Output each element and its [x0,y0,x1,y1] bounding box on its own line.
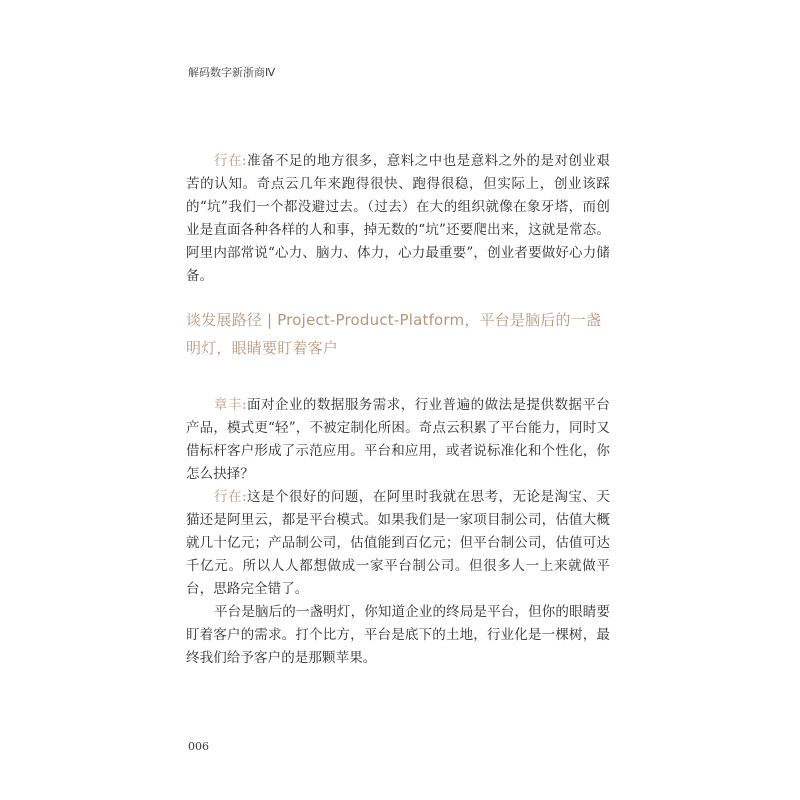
speaker-label: 行在: [214,153,247,169]
paragraph-text: 这是个很好的问题，在阿里时我就在思考，无论是淘宝、天猫还是阿里云，都是平台模式。如果我们是一家项目制公司，估值大概就几十亿元；产品制公司，估值能到百亿元；但平台制公司，估值可达千亿元。所以人人都想做成一家平台制公司。但很多人一上来就做平台，思路完全错了。 [186,489,610,597]
section-heading: 谈发展路径 | Project-Product-Platform，平台是脑后的一盏明灯，眼睛要盯着客户 [186,311,602,357]
paragraph-3 [186,486,610,601]
page-content [186,150,610,670]
running-header: 解码数字新浙商Ⅳ [188,66,276,79]
speaker-label: 行在: [214,489,247,505]
paragraph-text: 面对企业的数据服务需求，行业普遍的做法是提供数据平台产品，模式更“轻”，不被定制化所困。奇点云积累了平台能力，同时又借标杆客户形成了示范应用。平台和应用，或者说标准化和个性化，你怎么抉择？ [186,397,610,482]
paragraph-2 [186,394,610,486]
speaker-label: 章丰: [214,397,247,413]
paragraph-text: 准备不足的地方很多，意料之中也是意料之外的是对创业艰苦的认知。奇点云几年来跑得很快、跑得很稳，但实际上，创业该踩的“坑”我们一个都没避过去。（过去）在大的组织就像在象牙塔，而创业是直面各种各样的人和事，掉无数的“坑”还要爬出来，这就是常态。阿里内部常说“心力、脑力、体力，心力最重要”，创业者要做好心力储备。 [186,153,610,284]
paragraph-1 [186,150,610,288]
paragraph-4 [186,601,610,670]
paragraph-text: 平台是脑后的一盏明灯，你知道企业的终局是平台，但你的眼睛要盯着客户的需求。打个比方，平台是底下的土地，行业化是一棵树，最终我们给予客户的是那颗苹果。 [186,604,610,666]
page-number: 006 [188,740,209,753]
